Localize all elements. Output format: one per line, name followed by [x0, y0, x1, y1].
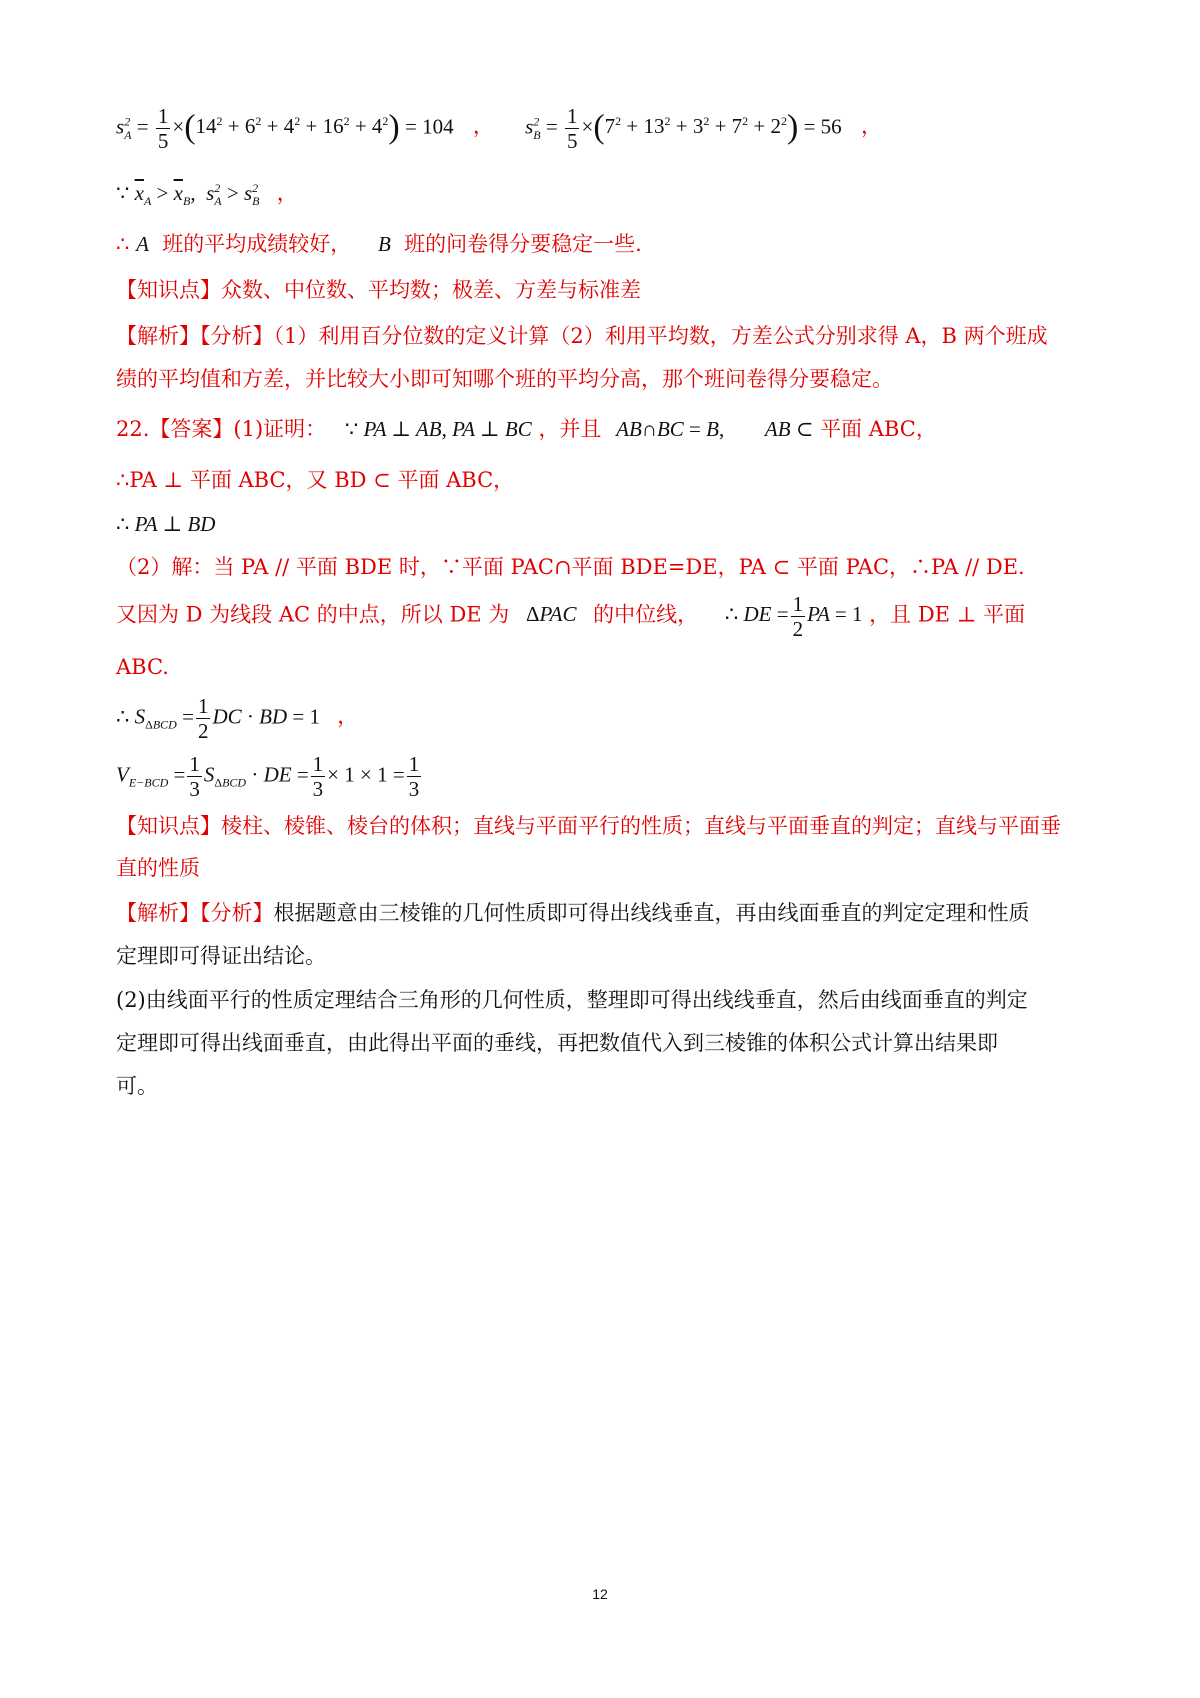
answer-22-line: 22.【答案】(1)证明： ∵ PA ⊥ AB, PA ⊥ BC ，并且 AB∩BC = B, AB ⊂ 平面 ABC，	[116, 417, 937, 441]
analysis-21-line2: 绩的平均值和方差，并比较大小即可知哪个班的平均分高，那个班问卷得分要稳定。	[116, 367, 893, 391]
pa-perp-plane-line: ∴PA ⊥ 平面 ABC，又 BD ⊂ 平面 ABC，	[116, 468, 515, 492]
page-number: 12	[592, 1586, 608, 1602]
analysis-22-line2: 定理即可得证出结论。	[116, 944, 326, 968]
part2-line3: ABC.	[116, 655, 169, 679]
analysis-22-line4: 定理即可得出线面垂直，由此得出平面的垂线，再把数值代入到三棱锥的体积公式计算出结果即	[116, 1031, 998, 1055]
conclusion-line: ∴ A 班的平均成绩较好， B 班的问卷得分要稳定一些.	[116, 232, 642, 256]
analysis-22-line1: 【解析】【分析】根据题意由三棱锥的几何性质即可得出线线垂直，再由线面垂直的判定定理和性质	[116, 901, 1030, 925]
knowledge-point-22-line2: 直的性质	[116, 856, 200, 880]
area-formula: ∴ $S_{\Delta BCD}$ = $\frac{1}{2}$ DC · BD = 1 ，	[116, 694, 359, 743]
answer-22-plane: 平面 ABC，	[820, 417, 937, 441]
analysis-21-line1: 【解析】【分析】（1）利用百分位数的定义计算（2）利用平均数，方差公式分别求得 A，B 两个班成	[116, 324, 1048, 348]
analysis-22-line1-text: 根据题意由三棱锥的几何性质即可得出线线垂直，再由线面垂直的判定定理和性质	[273, 901, 1030, 925]
mean-variance-comparison: ∵ $\overline{x}_A > \overline{x}_B$, $s^2_A > s^2_B$ ，	[116, 181, 298, 209]
knowledge-point-21: 【知识点】众数、中位数、平均数；极差、方差与标准差	[116, 278, 641, 302]
variance-formulas: $s^2_A$ = $\frac{1}{5}$ $\times(14^2 + 6^2 + 4^2 + 16^2 + 4^2) = 104$ ， $s^2_B$ = $\frac{1}{5}$ $\times(7^2 + 13^2 + 3^2 + 7^2 + 2^2) = 56$ ，	[116, 104, 882, 153]
pa-perp-bd: ∴ PA ⊥ BD	[116, 512, 216, 536]
part2-midline-text: 的中位线，	[593, 602, 699, 627]
answer-22-label: 22.【答案】(1)证明：	[116, 417, 327, 441]
answer-22-and: ，并且	[538, 417, 602, 441]
conclusion-text-b: 班的问卷得分要稳定一些.	[404, 232, 642, 256]
conclusion-text-a: 班的平均成绩较好，	[162, 232, 352, 256]
knowledge-point-22-line1: 【知识点】棱柱、棱锥、棱台的体积；直线与平面平行的性质；直线与平面垂直的判定；直线与平面垂	[116, 814, 1061, 838]
therefore-symbol: ∴	[116, 232, 130, 256]
part2-line1: （2）解：当 PA // 平面 BDE 时，∵平面 PAC∩平面 BDE=DE，PA ⊂ 平面 PAC，∴PA // DE.	[116, 555, 1025, 579]
analysis-22-line5: 可。	[116, 1074, 158, 1098]
part2-line2: 又因为 D 为线段 AC 的中点，所以 DE 为 ΔPAC 的中位线， ∴ DE = $\frac{1}{2}$ PA = 1 ，且 DE ⊥ 平面	[116, 592, 1026, 641]
analysis-22-line3: (2)由线面平行的性质定理结合三角形的几何性质，整理即可得出线线垂直，然后由线面垂直的判定	[116, 988, 1028, 1012]
volume-formula: $V_{E-BCD}$ = $\frac{1}{3}$ $S_{\Delta BCD}$ · DE = $\frac{1}{3}$ × 1 × 1 = $\frac{1}{3}$	[116, 752, 420, 801]
part2-de-perp-text: ，且 DE ⊥ 平面	[869, 602, 1026, 627]
part2-midpoint-text: 又因为 D 为线段 AC 的中点，所以 DE 为	[116, 602, 510, 627]
